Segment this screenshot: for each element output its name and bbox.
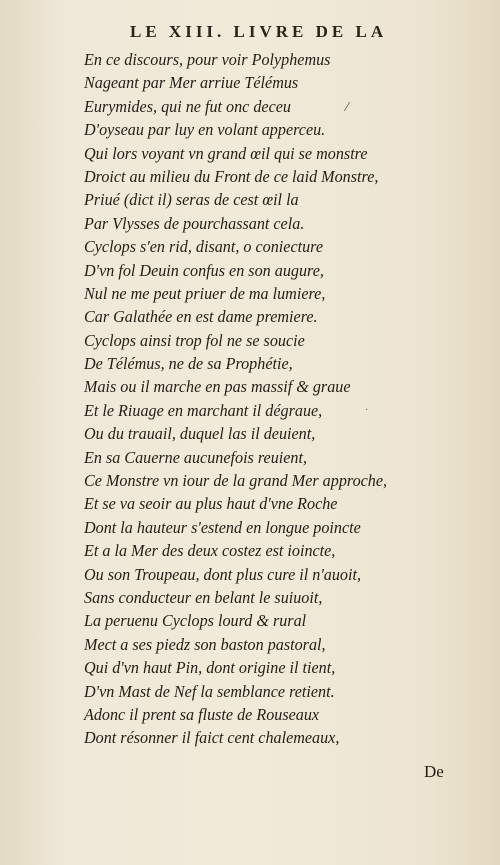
verse-line: Adonc il prent sa fluste de Rouseaux: [84, 704, 320, 724]
verse-line: Ou du trauail, duquel las il deuient,: [84, 424, 316, 444]
verse-line: Et le Riuage en marchant il dégraue,: [84, 400, 323, 420]
verse-line: Ce Monstre vn iour de la grand Mer approche,: [84, 471, 388, 491]
verse-line: Dont la hauteur s'estend en longue poincte: [84, 517, 361, 537]
margin-mark: ⁄: [346, 100, 349, 114]
verse-line: La peruenu Cyclops lourd & rural: [84, 611, 307, 631]
verse-line: De Télémus, ne de sa Prophétie,: [84, 354, 293, 374]
verse-line: En ce discours, pour voir Polyphemus: [84, 50, 331, 69]
verse-line: Nageant par Mer arriue Télémus: [84, 73, 299, 93]
verse-line: Par Vlysses de pourchassant cela.: [84, 213, 305, 233]
verse-line: Mect a ses piedz son baston pastoral,: [84, 634, 326, 654]
verse-line: Mais ou il marche en pas massif & graue: [84, 377, 351, 397]
verse-line: Priué (dict il) seras de cest œil la: [84, 190, 299, 210]
verse-block: [84, 48, 444, 750]
verse-line: D'vn fol Deuin confus en son augure,: [84, 260, 324, 280]
verse-line: Et a la Mer des deux costez est ioincte,: [84, 541, 336, 561]
verse-line: Dont résonner il faict cent chalemeaux,: [84, 728, 340, 748]
verse-line: Car Galathée en est dame premiere.: [84, 307, 318, 327]
verse-line: Eurymides, qui ne fut onc deceu: [84, 96, 291, 116]
verse-line: Qui lors voyant vn grand œil qui se monstre: [84, 143, 368, 163]
verse-line: En sa Cauerne aucunefois reuient,: [84, 447, 307, 467]
verse-line: Nul ne me peut priuer de ma lumiere,: [84, 283, 326, 303]
verse-line: D'oyseau par luy en volant apperceu.: [84, 120, 326, 140]
verse-line: D'vn Mast de Nef la semblance retient.: [84, 681, 335, 701]
verse-line: Qui d'vn haut Pin, dont origine il tient,: [84, 658, 336, 678]
verse-line: Cyclops ainsi trop fol ne se soucie: [84, 330, 305, 350]
catchword: De: [424, 762, 444, 781]
verse-line: Cyclops s'en rid, disant, o coniecture: [84, 237, 324, 257]
verse-line: Droict au milieu du Front de ce laid Monstre,: [84, 166, 379, 186]
running-title: LE XIII. LIVRE DE LA: [130, 22, 388, 41]
margin-dot: ·: [365, 405, 369, 416]
verse-line: Sans conducteur en belant le suiuoit,: [84, 587, 323, 607]
verse-line: Ou son Troupeau, dont plus cure il n'auoit,: [84, 564, 361, 584]
verse-line: Et se va seoir au plus haut d'vne Roche: [84, 494, 338, 514]
